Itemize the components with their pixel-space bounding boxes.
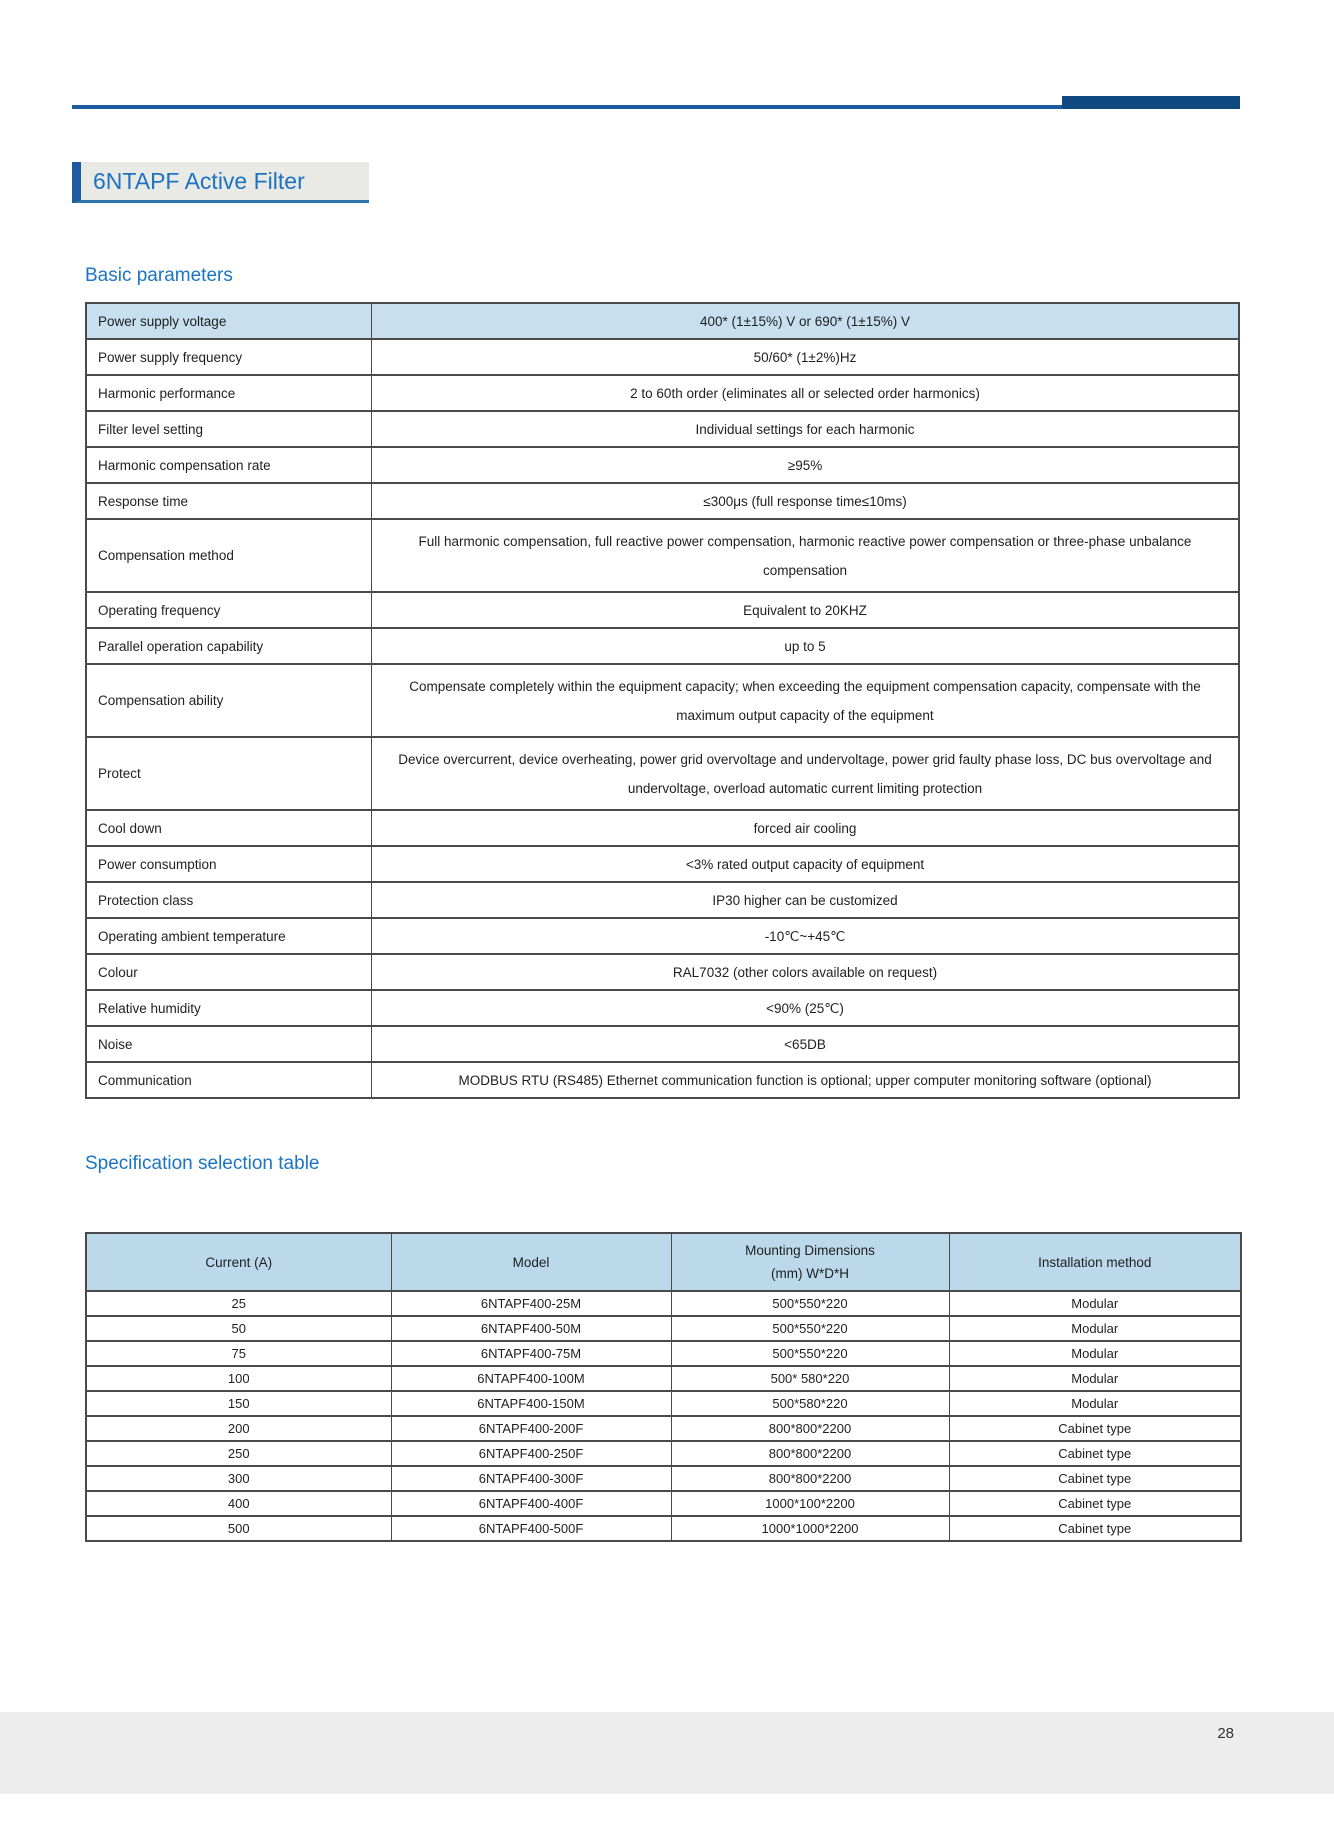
table-row — [86, 411, 1239, 447]
table-row — [86, 737, 1239, 810]
dimensions-cell: 800*800*2200 — [671, 1466, 949, 1491]
model-cell: 6NTAPF400-50M — [391, 1316, 671, 1341]
dimensions-cell: 1000*1000*2200 — [671, 1516, 949, 1541]
top-rule-line — [72, 105, 1240, 109]
parameter-value: RAL7032 (other colors available on request) — [372, 954, 1240, 990]
parameter-label: Harmonic compensation rate — [86, 447, 372, 483]
table-row — [86, 519, 1239, 592]
installation-cell: Modular — [949, 1366, 1241, 1391]
installation-cell: Cabinet type — [949, 1516, 1241, 1541]
current-cell: 400 — [86, 1491, 391, 1516]
specification-table — [85, 1232, 1242, 1542]
dimensions-cell: 1000*100*2200 — [671, 1491, 949, 1516]
table-row — [86, 810, 1239, 846]
parameter-value: Equivalent to 20KHZ — [372, 592, 1240, 628]
spec-table-header-row — [86, 1233, 1241, 1291]
parameter-value: Full harmonic compensation, full reactive power compensation, harmonic reactive power compensation or three-phase unbalance compensation — [372, 519, 1240, 592]
spec-table-body — [86, 1291, 1241, 1541]
table-row — [86, 592, 1239, 628]
installation-cell: Modular — [949, 1291, 1241, 1316]
page-number: 28 — [1217, 1725, 1234, 1742]
current-cell: 100 — [86, 1366, 391, 1391]
parameter-label: Operating ambient temperature — [86, 918, 372, 954]
table-row — [86, 918, 1239, 954]
dimensions-cell: 800*800*2200 — [671, 1441, 949, 1466]
parameter-label: Protect — [86, 737, 372, 810]
parameter-value: MODBUS RTU (RS485) Ethernet communication function is optional; upper computer monitoring software (optional) — [372, 1062, 1240, 1098]
table-row — [86, 447, 1239, 483]
model-cell: 6NTAPF400-500F — [391, 1516, 671, 1541]
section-heading-basic-parameters: Basic parameters — [85, 265, 233, 286]
table-row — [86, 1391, 1241, 1416]
installation-cell: Cabinet type — [949, 1466, 1241, 1491]
parameter-value: ≥95% — [372, 447, 1240, 483]
dimensions-cell: 500*550*220 — [671, 1341, 949, 1366]
parameter-label: Colour — [86, 954, 372, 990]
table-row — [86, 628, 1239, 664]
table-row — [86, 846, 1239, 882]
column-header: Model — [391, 1233, 671, 1291]
current-cell: 250 — [86, 1441, 391, 1466]
parameter-value: 50/60* (1±2%)Hz — [372, 339, 1240, 375]
column-header: Mounting Dimensions (mm) W*D*H — [671, 1233, 949, 1291]
installation-cell: Cabinet type — [949, 1491, 1241, 1516]
table-row — [86, 1366, 1241, 1391]
table-row — [86, 1491, 1241, 1516]
parameter-label: Power consumption — [86, 846, 372, 882]
parameter-label: Response time — [86, 483, 372, 519]
dimensions-cell: 500* 580*220 — [671, 1366, 949, 1391]
current-cell: 300 — [86, 1466, 391, 1491]
parameter-label: Protection class — [86, 882, 372, 918]
model-cell: 6NTAPF400-25M — [391, 1291, 671, 1316]
table-row — [86, 375, 1239, 411]
table-row — [86, 1466, 1241, 1491]
parameter-value: Compensate completely within the equipment capacity; when exceeding the equipment compensation capacity, compensate with the maximum output capacity of the equipment — [372, 664, 1240, 737]
parameter-label: Compensation method — [86, 519, 372, 592]
table-row — [86, 339, 1239, 375]
parameter-label: Filter level setting — [86, 411, 372, 447]
table-row — [86, 1416, 1241, 1441]
table-row — [86, 1026, 1239, 1062]
table-row — [86, 1062, 1239, 1098]
parameter-value: 2 to 60th order (eliminates all or selected order harmonics) — [372, 375, 1240, 411]
parameter-label: Cool down — [86, 810, 372, 846]
installation-cell: Modular — [949, 1391, 1241, 1416]
parameter-label: Compensation ability — [86, 664, 372, 737]
table-row — [86, 483, 1239, 519]
current-cell: 50 — [86, 1316, 391, 1341]
installation-cell: Cabinet type — [949, 1416, 1241, 1441]
model-cell: 6NTAPF400-300F — [391, 1466, 671, 1491]
footer-band — [0, 1712, 1334, 1794]
parameter-label: Operating frequency — [86, 592, 372, 628]
column-header: Current (A) — [86, 1233, 391, 1291]
table-row — [86, 882, 1239, 918]
current-cell: 75 — [86, 1341, 391, 1366]
table-row — [86, 1441, 1241, 1466]
top-rule-accent-block — [1062, 96, 1240, 109]
parameter-label: Power supply frequency — [86, 339, 372, 375]
parameter-value: up to 5 — [372, 628, 1240, 664]
page-title-box — [72, 162, 369, 203]
current-cell: 200 — [86, 1416, 391, 1441]
spec-table-head — [86, 1233, 1241, 1291]
parameter-value: <65DB — [372, 1026, 1240, 1062]
parameter-label: Relative humidity — [86, 990, 372, 1026]
table-row — [86, 303, 1239, 339]
parameter-value: ≤300μs (full response time≤10ms) — [372, 483, 1240, 519]
page-content — [85, 263, 1240, 1542]
model-cell: 6NTAPF400-100M — [391, 1366, 671, 1391]
dimensions-cell: 500*550*220 — [671, 1291, 949, 1316]
installation-cell: Cabinet type — [949, 1441, 1241, 1466]
current-cell: 25 — [86, 1291, 391, 1316]
model-cell: 6NTAPF400-250F — [391, 1441, 671, 1466]
table-row — [86, 1316, 1241, 1341]
current-cell: 150 — [86, 1391, 391, 1416]
current-cell: 500 — [86, 1516, 391, 1541]
model-cell: 6NTAPF400-400F — [391, 1491, 671, 1516]
basic-parameters-body — [86, 303, 1239, 1098]
parameter-label: Harmonic performance — [86, 375, 372, 411]
table-row — [86, 990, 1239, 1026]
table-row — [86, 954, 1239, 990]
parameter-value: forced air cooling — [372, 810, 1240, 846]
parameter-value: Individual settings for each harmonic — [372, 411, 1240, 447]
parameter-label: Parallel operation capability — [86, 628, 372, 664]
table-row — [86, 1341, 1241, 1366]
column-header: Installation method — [949, 1233, 1241, 1291]
model-cell: 6NTAPF400-200F — [391, 1416, 671, 1441]
model-cell: 6NTAPF400-75M — [391, 1341, 671, 1366]
dimensions-cell: 800*800*2200 — [671, 1416, 949, 1441]
installation-cell: Modular — [949, 1341, 1241, 1366]
table-row — [86, 1291, 1241, 1316]
table-row — [86, 664, 1239, 737]
table-row — [86, 1516, 1241, 1541]
parameter-value: IP30 higher can be customized — [372, 882, 1240, 918]
parameter-value: <3% rated output capacity of equipment — [372, 846, 1240, 882]
parameter-label: Communication — [86, 1062, 372, 1098]
parameter-value: 400* (1±15%) V or 690* (1±15%) V — [372, 303, 1240, 339]
dimensions-cell: 500*550*220 — [671, 1316, 949, 1341]
dimensions-cell: 500*580*220 — [671, 1391, 949, 1416]
parameter-label: Power supply voltage — [86, 303, 372, 339]
model-cell: 6NTAPF400-150M — [391, 1391, 671, 1416]
parameter-value: Device overcurrent, device overheating, power grid overvoltage and undervoltage, power grid faulty phase loss, DC bus overvoltage and undervoltage, overload automatic current limiting protection — [372, 737, 1240, 810]
parameter-value: -10℃~+45℃ — [372, 918, 1240, 954]
basic-parameters-table — [85, 302, 1240, 1099]
section-heading-specification: Specification selection table — [85, 1153, 320, 1174]
installation-cell: Modular — [949, 1316, 1241, 1341]
parameter-value: <90% (25℃) — [372, 990, 1240, 1026]
page-title: 6NTAPF Active Filter — [93, 168, 305, 194]
parameter-label: Noise — [86, 1026, 372, 1062]
